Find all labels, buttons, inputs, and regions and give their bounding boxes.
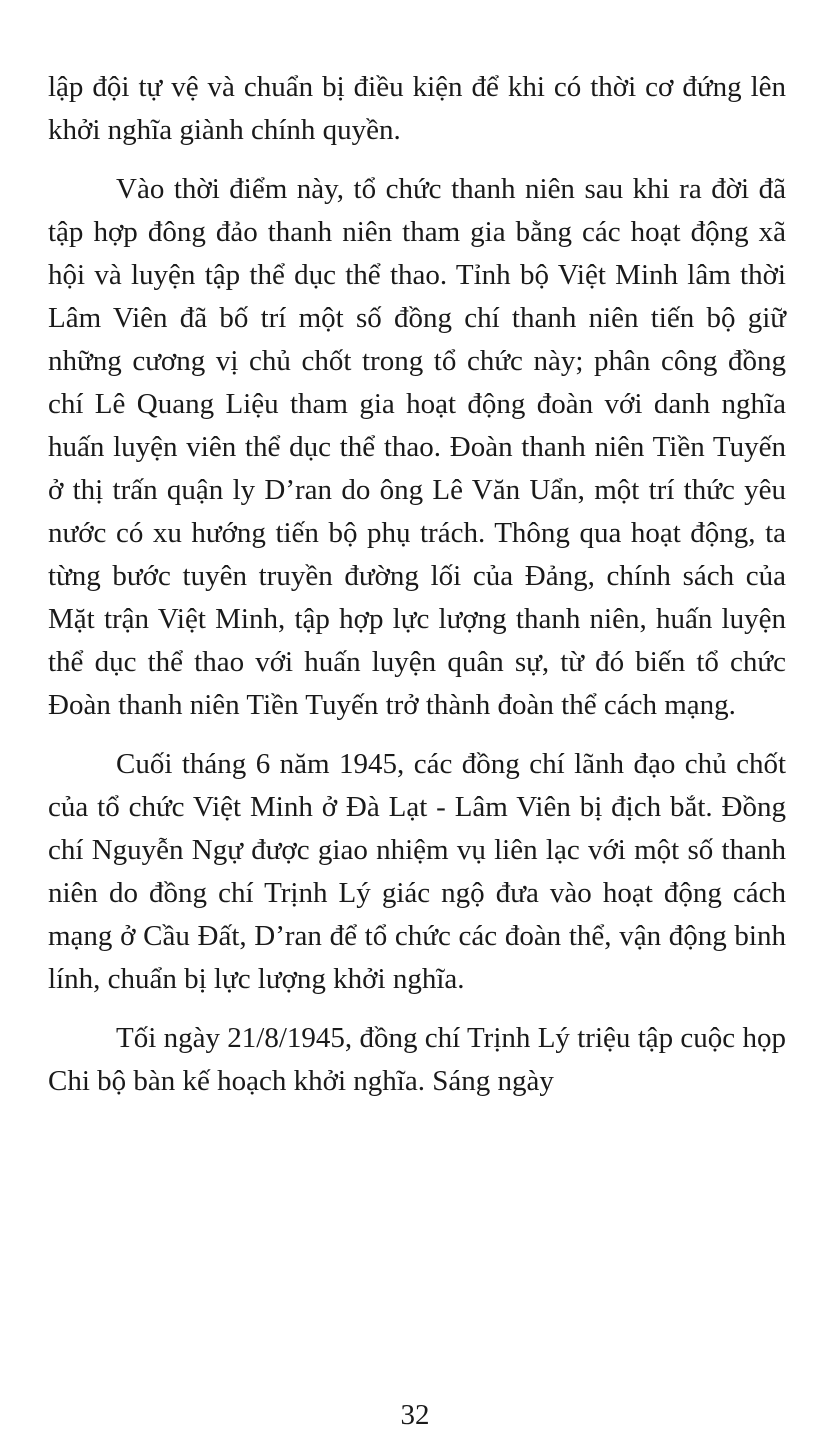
paragraph-continuation: lập đội tự vệ và chuẩn bị điều kiện để khi có thời cơ đứng lên khởi nghĩa giành chính quyền. <box>48 71 786 146</box>
paragraph-youth-organization: Vào thời điểm này, tổ chức thanh niên sau khi ra đời đã tập hợp đông đảo thanh niên tham gia bằng các hoạt động xã hội và luyện tập thể dục thể thao. Tỉnh bộ Việt Minh lâm thời Lâm Viên đã bố trí một số đồng chí thanh niên tiến bộ giữ những cương vị chủ chốt trong tổ chức này; phân công đồng chí Lê Quang Liệu tham gia hoạt động đoàn với danh nghĩa huấn luyện viên thể dục thể thao. Đoàn thanh niên Tiền Tuyến ở thị trấn quận ly D’ran do ông Lê Văn Uẩn, một trí thức yêu nước có xu hướng tiến bộ phụ trách. Thông qua hoạt động, ta từng bước tuyên truyền đường lối của Đảng, chính sách của Mặt trận Việt Minh, tập hợp lực lượng thanh niên, huấn luyện thể dục thể thao với huấn luyện quân sự, từ đó biến tổ chức Đoàn thanh niên Tiền Tuyến trở thành đoàn thể cách mạng. <box>48 173 786 721</box>
paragraph-june-1945: Cuối tháng 6 năm 1945, các đồng chí lãnh đạo chủ chốt của tổ chức Việt Minh ở Đà Lạt - Lâm Viên bị địch bắt. Đồng chí Nguyễn Ngự được giao nhiệm vụ liên lạc với một số thanh niên do đồng chí Trịnh Lý giác ngộ đưa vào hoạt động cách mạng ở Cầu Đất, D’ran để tổ chức các đoàn thể, vận động binh lính, chuẩn bị lực lượng khởi nghĩa. <box>48 748 786 995</box>
page-number: 32 <box>400 1399 430 1431</box>
body-text <box>48 66 786 1103</box>
paragraph-august-1945: Tối ngày 21/8/1945, đồng chí Trịnh Lý triệu tập cuộc họp Chi bộ bàn kế hoạch khởi nghĩa. Sáng ngày <box>48 1022 786 1097</box>
